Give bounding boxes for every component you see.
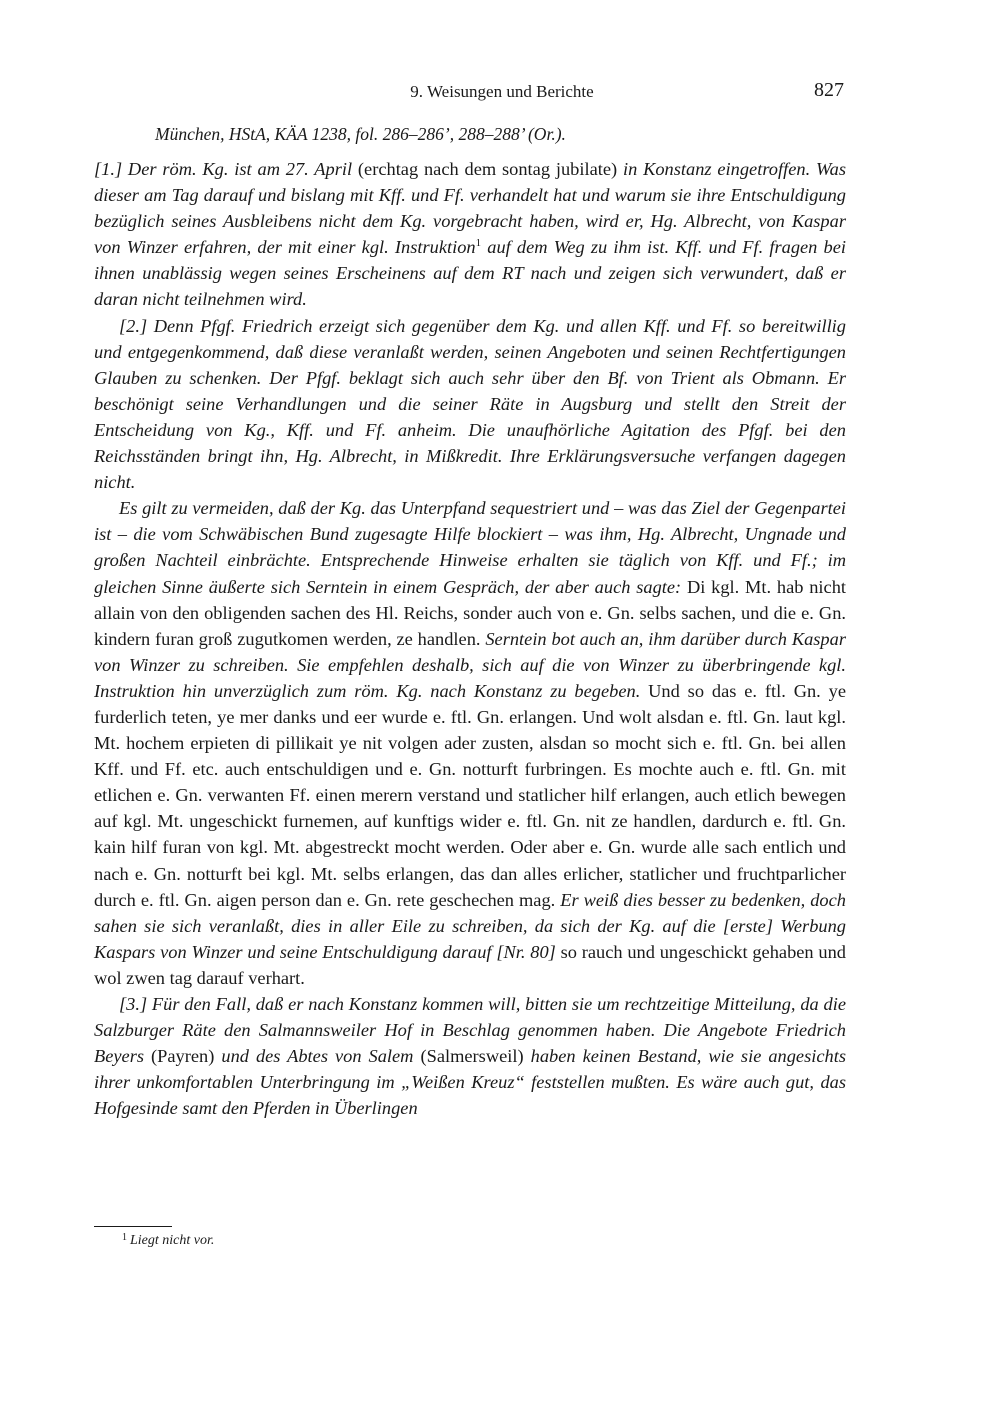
footnote-rule	[94, 1226, 172, 1227]
running-header: 9. Weisungen und Berichte	[410, 82, 594, 101]
archival-source-line: München, HStA, KÄA 1238, fol. 286–286’, 288–288’ (Or.).	[155, 124, 566, 144]
paragraph-2: [2.] Denn Pfgf. Friedrich erzeigt sich gegenüber dem Kg. und allen Kff. und Ff. so bereitwillig und entgegenkommend, daß diese veranlaßt werden, seinen Angeboten und seinen Rechtfertigungen Glauben zu schenken. Der Pfgf. beklagt sich auch sehr über den Bf. von Trient als Obmann. Er beschönigt seine Verhandlungen und die seiner Räte in Augsburg und stellt den Streit der Entscheidung von Kg., Kff. und Ff. anheim. Die unaufhörliche Agitation des Pfgf. bei den Reichsständen bringt ihn, Hg. Albrecht, in Mißkredit. Ihre Erklärungsversuche verfangen dagegen nicht.	[94, 315, 846, 493]
paragraph-3: Es gilt zu vermeiden, daß der Kg. das Unterpfand sequestriert und – was das Ziel der Gegenpartei ist – die vom Schwäbischen Bund zugesagte Hilfe blockiert – was ihm, Hg. Albrecht, Ungnade und großen Nachteil einbrächte. Entsprechende Hinweise erhalten sie täglich von Kff. und Ff.; im gleichen Sinne äußerte sich Serntein in einem Gespräch, der aber auch sagte: Di kgl. Mt. hab nicht allain von den obligenden sachen des Hl. Reichs, sonder auch von e. Gn. selbs sachen, und die e. Gn. kindern furan groß zugutkomen werden, ze handlen. Serntein bot auch an, ihm darüber durch Kaspar von Winzer zu schreiben. Sie empfehlen deshalb, sich auf die von Winzer zu überbringende kgl. Instruktion hin unverzüglich zum röm. Kg. nach Konstanz zu begeben. Und so das e. ftl. Gn. ye furderlich teten, ye mer danks und eer wurde e. ftl. Gn. erlangen. Und wolt alsdan e. ftl. Gn. laut kgl. Mt. hochem erpieten di pillikait ye nit volgen ader zusten, alsdan so mocht sich e. ftl. Gn. bei allen Kff. und Ff. etc. auch entschuldigen und e. Gn. notturft furbringen. Es mochte auch e. ftl. Gn. mit etlichen e. Gn. verwanten Ff. einen merern verstand und statlicher hilf erlangen, auch etlich bewegen auf kgl. Mt. ungeschickt furnemen, auf kunftigs wider e. ftl. Gn. nit ze handlen, dardurch e. ftl. Gn. kain hilf furan von kgl. Mt. abgestreckt mocht werden. Oder aber e. Gn. wurde alle sach entlich und nach e. Gn. notturft bei kgl. Mt. selbs erlangen, das dan alles erlicher, statlicher und fruchtparlicher durch e. ftl. Gn. aigen person dan e. Gn. rete geschechen mag. Er weiß dies besser zu bedenken, doch sahen sie sich veranlaßt, dies in aller Eile zu schreiben, da sich der Kg. auf die [erste] Werbung Kaspars von Winzer und seine Entschuldigung darauf [Nr. 80] so rauch und ungeschickt gehaben und wol zwen tag darauf verhart.	[94, 498, 846, 988]
paragraph-4: [3.] Für den Fall, daß er nach Konstanz kommen will, bitten sie um rechtzeitige Mitteilung, da die Salzburger Räte den Salmannsweiler Hof in Beschlag genommen haben. Die Angebote Friedrich Beyers (Payren) und des Abtes von Salem (Salmersweil) haben keinen Bestand, wie sie angesichts ihrer unkomfortablen Unterbringung im „Weißen Kreuz“ feststellen mußten. Es wäre auch gut, das Hofgesinde samt den Pferden in Überlingen	[94, 994, 846, 1119]
document-body	[94, 156, 846, 1121]
footnote-ref: 1	[475, 237, 482, 250]
footnote-text: Liegt nicht vor.	[130, 1233, 215, 1248]
footnote-number: 1	[122, 1232, 127, 1243]
footnote	[122, 1232, 214, 1249]
paragraph-1: [1.] Der röm. Kg. ist am 27. April (erchtag nach dem sontag jubilate) in Konstanz eingetroffen. Was dieser am Tag darauf und bislang mit Kff. und Ff. verhandelt hat und warum sie ihre Entschuldigung bezüglich seines Ausbleibens nicht dem Kg. vorgebracht haben, wird er, Hg. Albrecht, von Kaspar von Winzer erfahren, der mit einer kgl. Instruktion$^1$ auf dem Weg zu ihm ist. Kff. und Ff. fragen bei ihnen unablässig wegen seines Erscheinens auf dem RT nach und zeigen sich verwundert, daß er daran nicht teilnehmen wird.	[94, 159, 846, 310]
page-number: 827	[814, 79, 844, 101]
